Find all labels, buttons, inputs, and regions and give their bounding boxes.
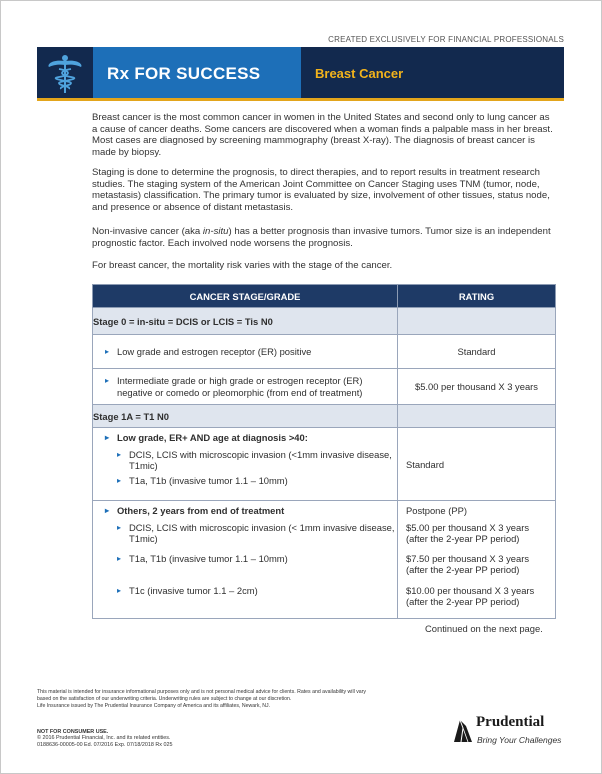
caduceus-icon: [37, 47, 93, 100]
triangle-bullet-icon: ▸: [117, 475, 122, 485]
issuer-text: Life Insurance issued by The Prudential Insurance Company of America and its affiliates, Newark, NJ.: [37, 703, 271, 709]
list-item: [105, 522, 397, 545]
rating-table: [92, 284, 556, 619]
row-1-stage: [93, 335, 398, 369]
triangle-bullet-icon: ▸: [117, 553, 122, 563]
disclaimer-text: This material is intended for insurance informational purposes only and is not personal medical advice for clients. Rates and availability will vary based on the satisfaction of our underwriting criteria. Underwriting rules are subject to change at our discretion.: [37, 689, 366, 702]
intro-paragraph: Breast cancer is the most common cancer in women in the United States and second only to lung cancer as a cause of cancer deaths. Some cancers are discovered when a woman finds a palpable mass in her breast. Most cases are diagnosed by screening mammography (breast X-ray). The diagnosis of breast cancer is made by biopsy.: [92, 112, 553, 158]
list-item: [105, 475, 397, 487]
table-row: [93, 428, 556, 501]
stage-1a-empty: [398, 405, 556, 428]
brand-name: Prudential: [476, 714, 545, 730]
stage-1a-row: [93, 405, 556, 428]
column-header-stage: CANCER STAGE/GRADE: [93, 285, 398, 308]
row-1-text: Low grade and estrogen receptor (ER) positive: [117, 345, 312, 357]
list-item: [105, 346, 397, 358]
copyright-text: © 2016 Prudential Financial, Inc. and its related entities.: [37, 735, 171, 742]
group-2-item-3-rating: $10.00 per thousand X 3 years (after the 2-year PP period): [406, 584, 535, 607]
list-item: [105, 505, 397, 517]
stage-0-row: [93, 308, 556, 335]
footer-disclaimer: [37, 689, 377, 710]
row-2-rating: $5.00 per thousand X 3 years: [398, 369, 556, 405]
group-2-ratings: [398, 501, 556, 619]
group-1-item-1: DCIS, LCIS with microscopic invasion (<1mm invasive disease, T1mic): [129, 448, 392, 471]
group-2-item-2-rating: $7.50 per thousand X 3 years (after the 2-year PP period): [406, 552, 530, 575]
group-2-item-1-rating: $5.00 per thousand X 3 years (after the 2-year PP period): [406, 521, 530, 544]
prognosis-text-italic: in-situ: [202, 226, 229, 237]
list-item: [105, 585, 397, 597]
table-header-row: [93, 285, 556, 308]
prudential-logo: [452, 714, 567, 754]
triangle-bullet-icon: ▸: [105, 346, 110, 356]
continued-note: Continued on the next page.: [425, 623, 543, 634]
rock-icon: [452, 716, 474, 744]
row-2-text: Intermediate grade or high grade or estrogen receptor (ER) negative or comedo or pleomorphic (from end of treatment): [117, 375, 363, 398]
group-1-stage: [93, 428, 398, 501]
footer-legal: [37, 729, 172, 748]
list-item: [105, 375, 397, 398]
banner-accent-line: [37, 98, 564, 101]
prognosis-text-b: ) has a better prognosis than invasive tumors. Tumor size is an independent prognostic factor. Each involved node worsens the prognosis.: [92, 226, 551, 249]
triangle-bullet-icon: ▸: [117, 449, 122, 459]
staging-paragraph: Staging is done to determine the prognosis, to direct therapies, and to report results in treatment research studies. The staging system of the American Joint Committee on Cancer Staging uses TNM (tumor, node, metastasis) classification. The primary tumor is evaluated by size, involvement of other tissues, status node, and presence or absence of distant metastasis.: [92, 167, 550, 213]
group-2-heading: Others, 2 years from end of treatment: [117, 505, 285, 516]
triangle-bullet-icon: ▸: [105, 506, 110, 515]
header-banner: [37, 47, 564, 100]
header-tagline: CREATED EXCLUSIVELY FOR FINANCIAL PROFESSIONALS: [328, 35, 564, 44]
triangle-bullet-icon: ▸: [117, 586, 122, 595]
not-consumer-text: NOT FOR CONSUMER USE.: [37, 729, 109, 735]
group-2-heading-rating: Postpone (PP): [406, 505, 467, 516]
table-row: [93, 335, 556, 369]
group-2-item-3: T1c (invasive tumor 1.1 – 2cm): [129, 585, 258, 596]
row-1-rating: Standard: [398, 335, 556, 369]
list-item: [105, 553, 397, 565]
brand-tagline: Bring Your Challenges: [477, 735, 562, 745]
row-2-stage: [93, 369, 398, 405]
stage-1a-label: Stage 1A = T1 N0: [93, 405, 398, 428]
table-row: [93, 501, 556, 619]
document-code: 0188636-00005-00 Ed. 07/2016 Exp. 07/18/2018 Rx 025: [37, 741, 173, 748]
mortality-paragraph: For breast cancer, the mortality risk varies with the stage of the cancer.: [92, 260, 393, 271]
topic-title: Breast Cancer: [315, 66, 404, 81]
column-header-rating: RATING: [398, 285, 556, 308]
rx-title-box: [93, 47, 301, 100]
group-1-heading: Low grade, ER+ AND age at diagnosis >40:: [117, 432, 308, 443]
group-1-item-2: T1a, T1b (invasive tumor 1.1 – 10mm): [129, 474, 288, 486]
stage-0-label: Stage 0 = in-situ = DCIS or LCIS = Tis N0: [93, 308, 398, 335]
prognosis-text-a: Non-invasive cancer (aka: [92, 226, 203, 237]
group-1-rating: Standard: [398, 428, 556, 501]
stage-0-empty: [398, 308, 556, 335]
list-item: [105, 432, 397, 444]
triangle-bullet-icon: ▸: [105, 376, 110, 385]
list-item: [105, 449, 397, 472]
group-2-stage: [93, 501, 398, 619]
triangle-bullet-icon: ▸: [105, 433, 110, 442]
table-row: [93, 369, 556, 405]
triangle-bullet-icon: ▸: [117, 522, 122, 532]
group-2-item-1: DCIS, LCIS with microscopic invasion (< 1mm invasive disease, T1mic): [129, 521, 395, 544]
group-2-item-2: T1a, T1b (invasive tumor 1.1 – 10mm): [129, 552, 288, 564]
page-title: Rx FOR SUCCESS: [107, 63, 261, 83]
prognosis-paragraph: [92, 226, 557, 249]
